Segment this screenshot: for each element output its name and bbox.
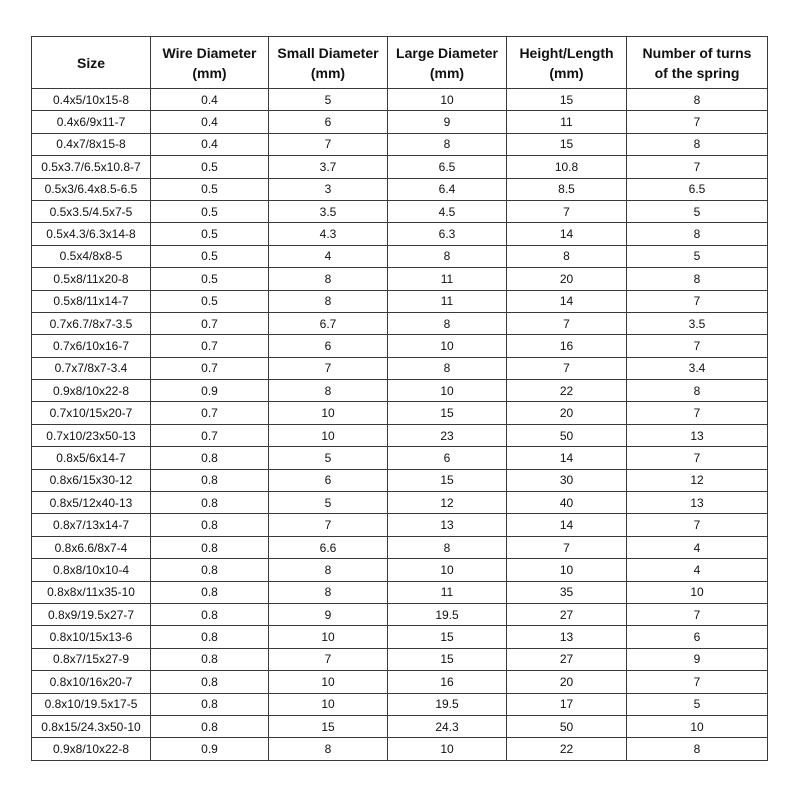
- cell-size: 0.8x8/10x10-4: [32, 559, 151, 581]
- cell-large-diameter: 11: [388, 581, 507, 603]
- cell-small-diameter: 10: [269, 693, 388, 715]
- cell-small-diameter: 10: [269, 671, 388, 693]
- header-height-length-line1: Height/Length: [519, 44, 614, 61]
- cell-size: 0.5x4.3/6.3x14-8: [32, 223, 151, 245]
- cell-wire-diameter: 0.8: [151, 559, 269, 581]
- cell-size: 0.8x6/15x30-12: [32, 469, 151, 491]
- table-row: [32, 200, 768, 222]
- cell-wire-diameter: 0.5: [151, 290, 269, 312]
- cell-small-diameter: 3.5: [269, 200, 388, 222]
- cell-small-diameter: 6.7: [269, 312, 388, 334]
- cell-size: 0.9x8/10x22-8: [32, 380, 151, 402]
- cell-large-diameter: 6.3: [388, 223, 507, 245]
- cell-number-of-turns: 8: [627, 268, 768, 290]
- cell-wire-diameter: 0.4: [151, 89, 269, 111]
- cell-wire-diameter: 0.5: [151, 156, 269, 178]
- cell-height-length: 27: [507, 603, 627, 625]
- cell-height-length: 40: [507, 492, 627, 514]
- cell-height-length: 22: [507, 380, 627, 402]
- cell-number-of-turns: 3.5: [627, 312, 768, 334]
- header-number-of-turns-line2: of the spring: [654, 64, 740, 81]
- cell-number-of-turns: 6.5: [627, 178, 768, 200]
- cell-large-diameter: 24.3: [388, 715, 507, 737]
- table-row: [32, 514, 768, 536]
- cell-large-diameter: 15: [388, 626, 507, 648]
- cell-size: 0.4x5/10x15-8: [32, 89, 151, 111]
- header-small-diameter-line1: Small Diameter: [277, 44, 379, 61]
- cell-height-length: 14: [507, 223, 627, 245]
- cell-number-of-turns: 4: [627, 559, 768, 581]
- table-row: [32, 492, 768, 514]
- cell-size: 0.8x6.6/8x7-4: [32, 536, 151, 558]
- cell-number-of-turns: 13: [627, 492, 768, 514]
- cell-wire-diameter: 0.8: [151, 581, 269, 603]
- cell-number-of-turns: 3.4: [627, 357, 768, 379]
- table-row: [32, 402, 768, 424]
- cell-wire-diameter: 0.9: [151, 380, 269, 402]
- cell-small-diameter: 5: [269, 492, 388, 514]
- cell-large-diameter: 16: [388, 671, 507, 693]
- cell-size: 0.4x6/9x11-7: [32, 111, 151, 133]
- header-wire-diameter-line1: Wire Diameter: [162, 44, 257, 61]
- cell-wire-diameter: 0.8: [151, 603, 269, 625]
- cell-small-diameter: 7: [269, 357, 388, 379]
- cell-size: 0.5x8/11x20-8: [32, 268, 151, 290]
- cell-size: 0.8x10/19.5x17-5: [32, 693, 151, 715]
- table-row: [32, 715, 768, 737]
- cell-number-of-turns: 7: [627, 514, 768, 536]
- table-row: [32, 335, 768, 357]
- header-wire-diameter-line2: (mm): [192, 64, 227, 81]
- cell-large-diameter: 10: [388, 380, 507, 402]
- cell-height-length: 20: [507, 671, 627, 693]
- cell-small-diameter: 9: [269, 603, 388, 625]
- cell-small-diameter: 5: [269, 89, 388, 111]
- cell-size: 0.7x10/15x20-7: [32, 402, 151, 424]
- cell-wire-diameter: 0.5: [151, 223, 269, 245]
- cell-height-length: 10.8: [507, 156, 627, 178]
- cell-small-diameter: 15: [269, 715, 388, 737]
- cell-height-length: 14: [507, 447, 627, 469]
- cell-height-length: 7: [507, 357, 627, 379]
- cell-height-length: 11: [507, 111, 627, 133]
- cell-wire-diameter: 0.4: [151, 133, 269, 155]
- cell-number-of-turns: 7: [627, 111, 768, 133]
- cell-large-diameter: 8: [388, 133, 507, 155]
- table-row: [32, 738, 768, 760]
- table-row: [32, 447, 768, 469]
- cell-height-length: 20: [507, 402, 627, 424]
- cell-large-diameter: 6.5: [388, 156, 507, 178]
- cell-wire-diameter: 0.5: [151, 178, 269, 200]
- cell-wire-diameter: 0.8: [151, 671, 269, 693]
- cell-wire-diameter: 0.8: [151, 536, 269, 558]
- cell-small-diameter: 8: [269, 581, 388, 603]
- header-large-diameter-line1: Large Diameter: [396, 44, 498, 61]
- cell-large-diameter: 4.5: [388, 200, 507, 222]
- cell-height-length: 50: [507, 715, 627, 737]
- cell-wire-diameter: 0.7: [151, 312, 269, 334]
- cell-size: 0.8x15/24.3x50-10: [32, 715, 151, 737]
- cell-number-of-turns: 8: [627, 738, 768, 760]
- table-row: [32, 536, 768, 558]
- header-number-of-turns: [627, 37, 768, 89]
- table-row: [32, 424, 768, 446]
- cell-number-of-turns: 5: [627, 200, 768, 222]
- cell-wire-diameter: 0.4: [151, 111, 269, 133]
- cell-height-length: 7: [507, 312, 627, 334]
- table-row: [32, 357, 768, 379]
- table-row: [32, 648, 768, 670]
- header-number-of-turns-line1: Number of turns: [642, 44, 752, 61]
- cell-large-diameter: 10: [388, 89, 507, 111]
- table-row: [32, 581, 768, 603]
- cell-large-diameter: 11: [388, 290, 507, 312]
- cell-small-diameter: 7: [269, 514, 388, 536]
- table-row: [32, 111, 768, 133]
- cell-large-diameter: 15: [388, 402, 507, 424]
- cell-large-diameter: 23: [388, 424, 507, 446]
- spring-spec-table-container: [31, 36, 767, 761]
- header-row: [32, 37, 768, 89]
- cell-small-diameter: 6: [269, 335, 388, 357]
- cell-number-of-turns: 10: [627, 715, 768, 737]
- cell-height-length: 30: [507, 469, 627, 491]
- cell-small-diameter: 6: [269, 111, 388, 133]
- cell-number-of-turns: 8: [627, 380, 768, 402]
- cell-large-diameter: 10: [388, 335, 507, 357]
- cell-size: 0.8x10/16x20-7: [32, 671, 151, 693]
- cell-large-diameter: 19.5: [388, 693, 507, 715]
- cell-height-length: 50: [507, 424, 627, 446]
- cell-size: 0.7x6/10x16-7: [32, 335, 151, 357]
- cell-wire-diameter: 0.8: [151, 693, 269, 715]
- cell-large-diameter: 10: [388, 738, 507, 760]
- cell-small-diameter: 6.6: [269, 536, 388, 558]
- header-wire-diameter: [151, 37, 269, 89]
- cell-small-diameter: 8: [269, 290, 388, 312]
- cell-wire-diameter: 0.8: [151, 514, 269, 536]
- cell-large-diameter: 9: [388, 111, 507, 133]
- cell-number-of-turns: 7: [627, 671, 768, 693]
- cell-small-diameter: 7: [269, 133, 388, 155]
- cell-height-length: 20: [507, 268, 627, 290]
- cell-small-diameter: 8: [269, 559, 388, 581]
- cell-large-diameter: 6.4: [388, 178, 507, 200]
- cell-height-length: 16: [507, 335, 627, 357]
- cell-wire-diameter: 0.7: [151, 402, 269, 424]
- cell-size: 0.5x8/11x14-7: [32, 290, 151, 312]
- cell-size: 0.8x5/6x14-7: [32, 447, 151, 469]
- cell-number-of-turns: 10: [627, 581, 768, 603]
- cell-small-diameter: 10: [269, 626, 388, 648]
- cell-wire-diameter: 0.5: [151, 245, 269, 267]
- cell-height-length: 35: [507, 581, 627, 603]
- cell-wire-diameter: 0.8: [151, 469, 269, 491]
- cell-number-of-turns: 7: [627, 402, 768, 424]
- cell-wire-diameter: 0.5: [151, 268, 269, 290]
- cell-wire-diameter: 0.8: [151, 715, 269, 737]
- cell-small-diameter: 4: [269, 245, 388, 267]
- cell-small-diameter: 5: [269, 447, 388, 469]
- cell-size: 0.5x3.5/4.5x7-5: [32, 200, 151, 222]
- cell-number-of-turns: 12: [627, 469, 768, 491]
- table-row: [32, 89, 768, 111]
- table-row: [32, 156, 768, 178]
- cell-height-length: 15: [507, 89, 627, 111]
- cell-height-length: 22: [507, 738, 627, 760]
- cell-height-length: 7: [507, 536, 627, 558]
- cell-size: 0.8x10/15x13-6: [32, 626, 151, 648]
- table-row: [32, 626, 768, 648]
- cell-size: 0.7x6.7/8x7-3.5: [32, 312, 151, 334]
- header-large-diameter-line2: (mm): [429, 64, 465, 81]
- cell-size: 0.5x4/8x8-5: [32, 245, 151, 267]
- cell-height-length: 27: [507, 648, 627, 670]
- cell-number-of-turns: 9: [627, 648, 768, 670]
- cell-large-diameter: 13: [388, 514, 507, 536]
- cell-number-of-turns: 7: [627, 156, 768, 178]
- cell-small-diameter: 8: [269, 738, 388, 760]
- cell-number-of-turns: 8: [627, 133, 768, 155]
- cell-number-of-turns: 5: [627, 245, 768, 267]
- table-row: [32, 223, 768, 245]
- table-row: [32, 268, 768, 290]
- header-size: [32, 37, 151, 89]
- cell-large-diameter: 8: [388, 536, 507, 558]
- table-row: [32, 380, 768, 402]
- cell-number-of-turns: 13: [627, 424, 768, 446]
- cell-wire-diameter: 0.8: [151, 447, 269, 469]
- table-row: [32, 693, 768, 715]
- cell-size: 0.8x5/12x40-13: [32, 492, 151, 514]
- header-size-label: Size: [76, 54, 105, 71]
- cell-number-of-turns: 8: [627, 223, 768, 245]
- cell-number-of-turns: 7: [627, 290, 768, 312]
- cell-size: 0.7x7/8x7-3.4: [32, 357, 151, 379]
- cell-height-length: 10: [507, 559, 627, 581]
- cell-size: 0.5x3/6.4x8.5-6.5: [32, 178, 151, 200]
- cell-large-diameter: 11: [388, 268, 507, 290]
- cell-large-diameter: 15: [388, 469, 507, 491]
- table-body: [32, 89, 768, 761]
- cell-wire-diameter: 0.7: [151, 357, 269, 379]
- cell-size: 0.8x7/15x27-9: [32, 648, 151, 670]
- table-row: [32, 559, 768, 581]
- cell-large-diameter: 6: [388, 447, 507, 469]
- cell-large-diameter: 12: [388, 492, 507, 514]
- cell-small-diameter: 10: [269, 402, 388, 424]
- cell-size: 0.4x7/8x15-8: [32, 133, 151, 155]
- spring-spec-table: [31, 36, 768, 761]
- cell-small-diameter: 8: [269, 268, 388, 290]
- table-row: [32, 671, 768, 693]
- cell-large-diameter: 19.5: [388, 603, 507, 625]
- cell-wire-diameter: 0.8: [151, 626, 269, 648]
- cell-height-length: 8.5: [507, 178, 627, 200]
- cell-number-of-turns: 4: [627, 536, 768, 558]
- cell-small-diameter: 3: [269, 178, 388, 200]
- cell-size: 0.9x8/10x22-8: [32, 738, 151, 760]
- cell-height-length: 15: [507, 133, 627, 155]
- cell-wire-diameter: 0.9: [151, 738, 269, 760]
- cell-height-length: 13: [507, 626, 627, 648]
- header-height-length-line2: (mm): [549, 64, 584, 81]
- cell-height-length: 7: [507, 200, 627, 222]
- table-row: [32, 312, 768, 334]
- table-row: [32, 290, 768, 312]
- cell-large-diameter: 8: [388, 312, 507, 334]
- cell-number-of-turns: 8: [627, 89, 768, 111]
- cell-size: 0.8x9/19.5x27-7: [32, 603, 151, 625]
- cell-small-diameter: 6: [269, 469, 388, 491]
- cell-small-diameter: 8: [269, 380, 388, 402]
- cell-height-length: 14: [507, 290, 627, 312]
- cell-wire-diameter: 0.8: [151, 492, 269, 514]
- table-row: [32, 603, 768, 625]
- cell-large-diameter: 8: [388, 357, 507, 379]
- cell-small-diameter: 7: [269, 648, 388, 670]
- cell-height-length: 17: [507, 693, 627, 715]
- cell-large-diameter: 15: [388, 648, 507, 670]
- cell-large-diameter: 10: [388, 559, 507, 581]
- cell-height-length: 14: [507, 514, 627, 536]
- cell-wire-diameter: 0.8: [151, 648, 269, 670]
- cell-small-diameter: 3.7: [269, 156, 388, 178]
- cell-number-of-turns: 7: [627, 335, 768, 357]
- cell-large-diameter: 8: [388, 245, 507, 267]
- cell-number-of-turns: 5: [627, 693, 768, 715]
- cell-size: 0.5x3.7/6.5x10.8-7: [32, 156, 151, 178]
- cell-wire-diameter: 0.7: [151, 424, 269, 446]
- cell-small-diameter: 4.3: [269, 223, 388, 245]
- cell-small-diameter: 10: [269, 424, 388, 446]
- header-large-diameter: [388, 37, 507, 89]
- cell-number-of-turns: 7: [627, 603, 768, 625]
- cell-number-of-turns: 6: [627, 626, 768, 648]
- table-row: [32, 178, 768, 200]
- cell-wire-diameter: 0.7: [151, 335, 269, 357]
- cell-size: 0.8x8x/11x35-10: [32, 581, 151, 603]
- header-height-length: [507, 37, 627, 89]
- cell-height-length: 8: [507, 245, 627, 267]
- cell-number-of-turns: 7: [627, 447, 768, 469]
- header-small-diameter: [269, 37, 388, 89]
- table-row: [32, 245, 768, 267]
- cell-size: 0.7x10/23x50-13: [32, 424, 151, 446]
- cell-wire-diameter: 0.5: [151, 200, 269, 222]
- table-row: [32, 133, 768, 155]
- cell-size: 0.8x7/13x14-7: [32, 514, 151, 536]
- header-small-diameter-line2: (mm): [310, 64, 346, 81]
- table-row: [32, 469, 768, 491]
